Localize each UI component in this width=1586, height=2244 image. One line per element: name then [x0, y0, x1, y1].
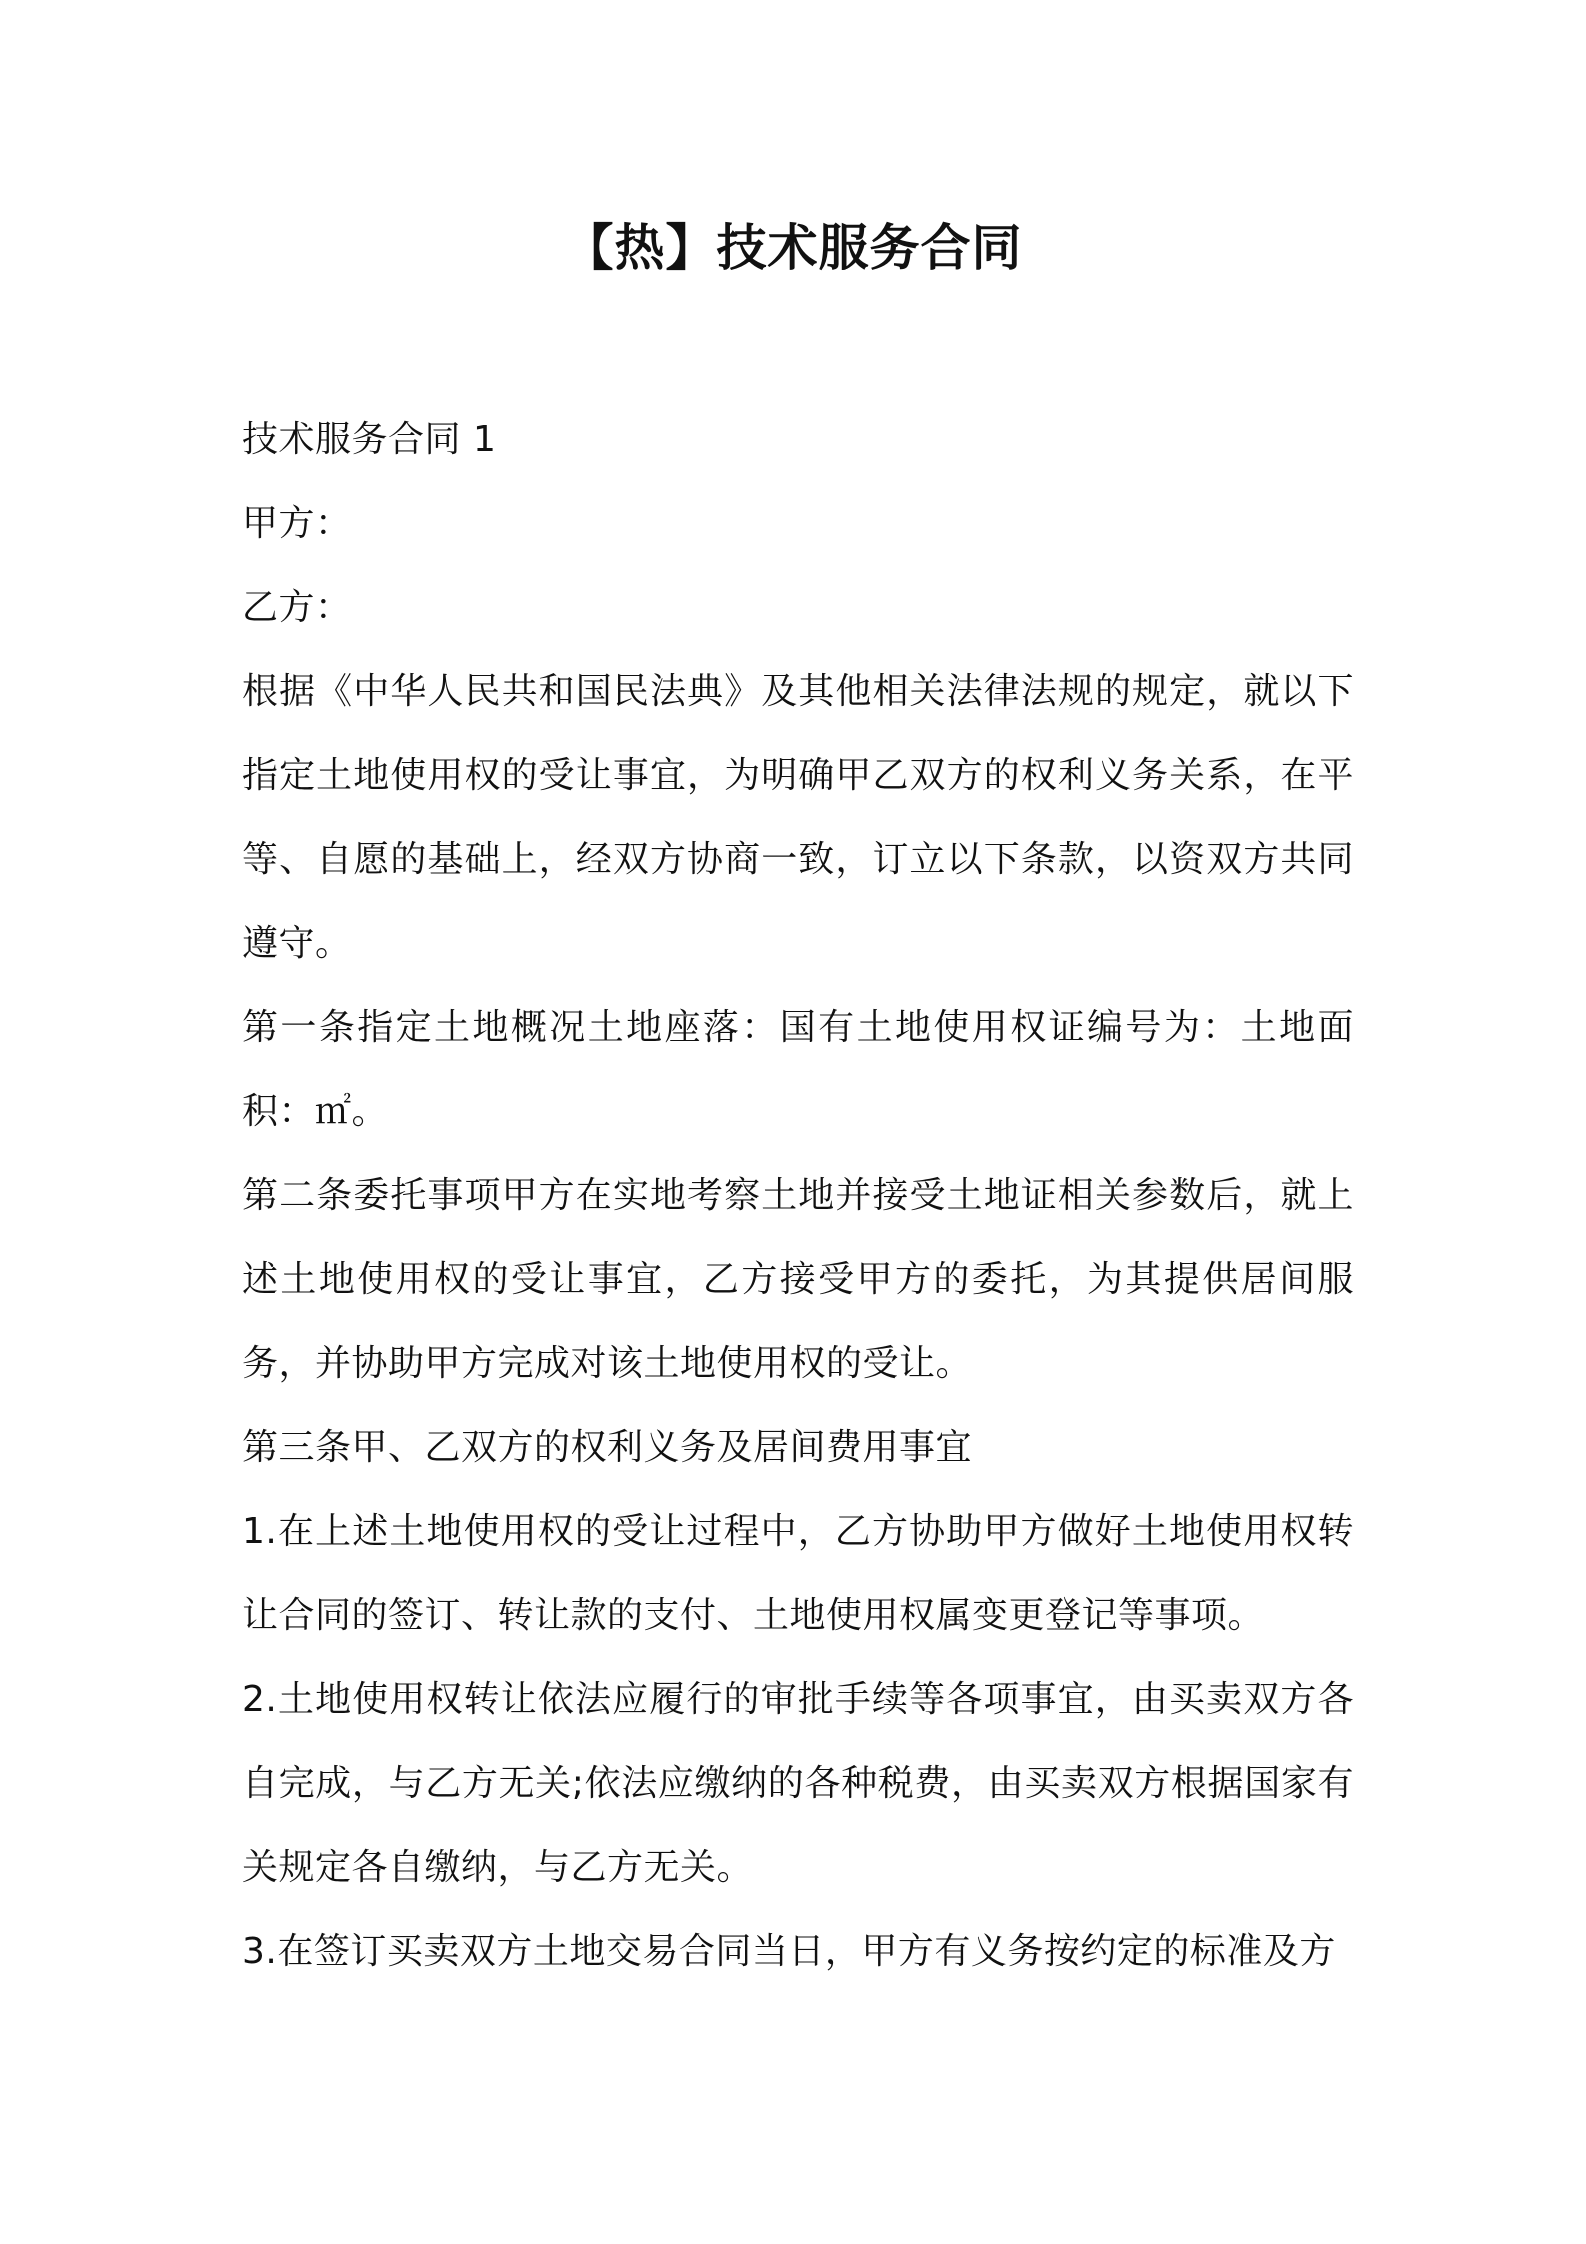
clause-1-paragraph: 1.在上述土地使用权的受让过程中，乙方协助甲方做好土地使用权转让合同的签订、转让款的支付、土地使用权属变更登记等事项。 [242, 1511, 1354, 1636]
document-title: 【热】技术服务合同 [563, 219, 1023, 277]
article-3-heading: 第三条甲、乙双方的权利义务及居间费用事宜 [242, 1427, 973, 1468]
preamble-paragraph: 根据《中华人民共和国民法典》及其他相关法律法规的规定，就以下指定土地使用权的受让事宜，为明确甲乙双方的权利义务关系，在平等、自愿的基础上，经双方协商一致，订立以下条款，以资双方共同遵守。 [242, 671, 1354, 964]
article-1-paragraph: 第一条指定土地概况土地座落：国有土地使用权证编号为：土地面积：㎡。 [242, 1007, 1354, 1132]
clause-3-paragraph: 3.在签订买卖双方土地交易合同当日，甲方有义务按约定的标准及方 [242, 1931, 1336, 1972]
article-2-paragraph: 第二条委托事项甲方在实地考察土地并接受土地证相关参数后，就上述土地使用权的受让事宜，乙方接受甲方的委托，为其提供居间服务，并协助甲方完成对该土地使用权的受让。 [242, 1175, 1354, 1384]
contract-heading: 技术服务合同 1 [242, 419, 497, 460]
party-a-line: 甲方： [242, 503, 352, 544]
clause-2-paragraph: 2.土地使用权转让依法应履行的审批手续等各项事宜，由买卖双方各自完成，与乙方无关;依法应缴纳的各种税费，由买卖双方根据国家有关规定各自缴纳，与乙方无关。 [242, 1679, 1354, 1888]
party-b-line: 乙方： [242, 587, 352, 628]
document-body [242, 398, 1354, 1994]
